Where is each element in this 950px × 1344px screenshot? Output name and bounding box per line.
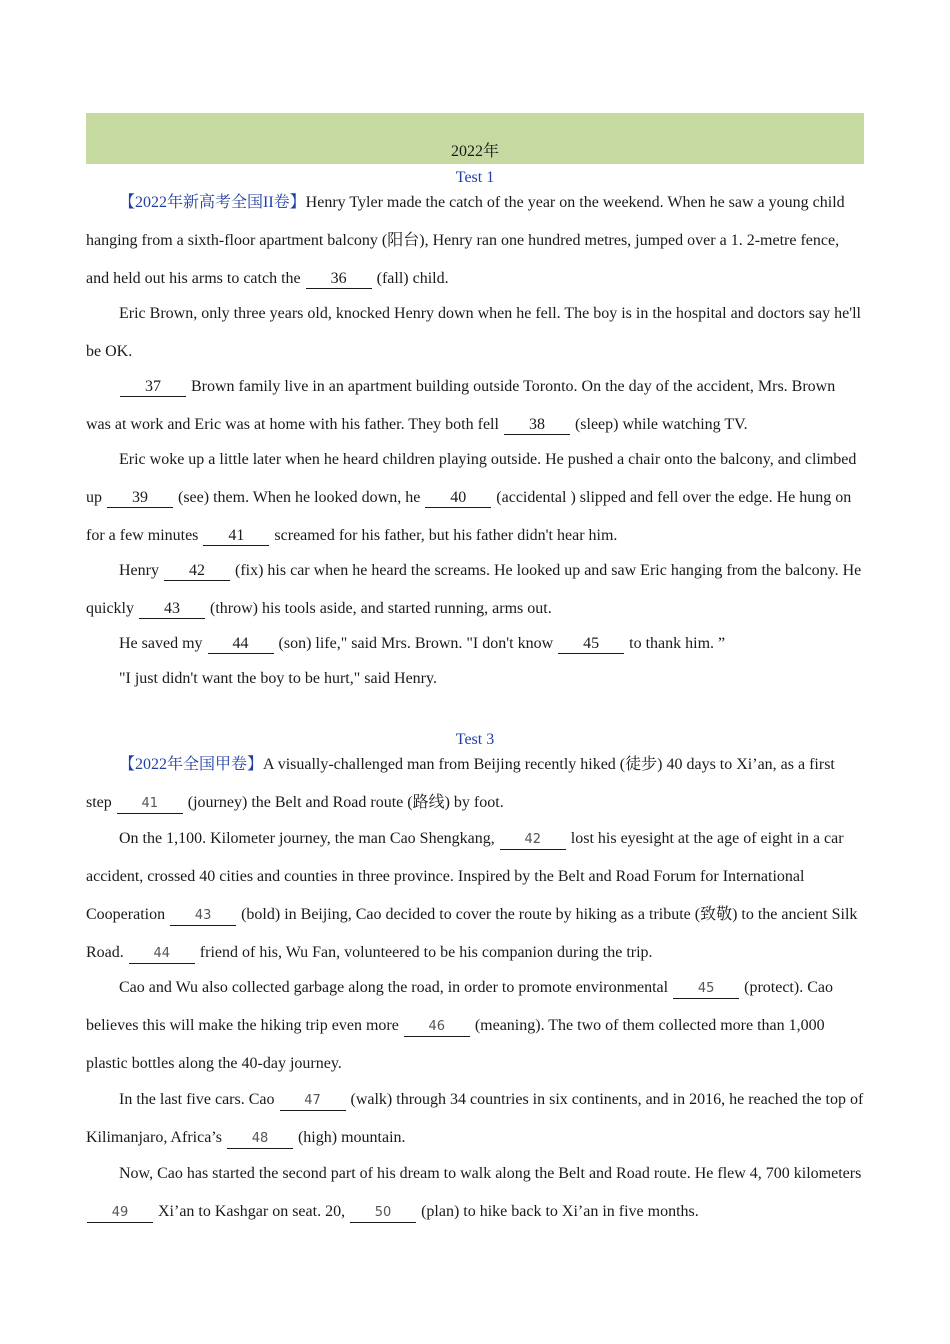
blank-43[interactable]: 43 [170,907,236,926]
blank-39[interactable]: 39 [107,489,173,508]
blank-45[interactable]: 45 [558,635,624,654]
text: friend of his, Wu Fan, volunteered to be his companion during the trip. [195,944,653,961]
test1-paragraph-4 [86,441,864,555]
text: (walk) through 34 countries in six continents, and in 2016, he reached the top of Kilimanjaro, Africa’s [86,1091,864,1146]
blank-36[interactable]: 36 [306,270,372,289]
text: (son) life," said Mrs. Brown. "I don't know [274,635,558,652]
text: (accidental ) slipped and fell over the edge. He hung on for a few minutes [86,489,852,544]
test3-source: 【2022年全国甲卷】 [119,756,264,773]
text: lost his eyesight at the age of eight in a car accident, crossed 40 cities and counties in three province. Inspired by the Belt and Road Forum for International Cooperation [86,830,844,923]
year-title: 2022年 [450,143,499,160]
text: (fall) child. [372,270,449,287]
blank-47[interactable]: 47 [280,1092,346,1111]
test1-paragraph-3 [86,368,864,444]
test3-paragraph-2 [86,820,864,972]
text: Now, Cao has started the second part of his dream to walk along the Belt and Road route. He flew 4, 700 kilometers [119,1165,862,1182]
blank-45[interactable]: 45 [673,980,739,999]
test1-paragraph-5 [86,552,864,628]
blank-42[interactable]: 42 [500,831,566,850]
test1-paragraph-6 [86,625,864,663]
blank-46[interactable]: 46 [404,1018,470,1037]
blank-41[interactable]: 41 [117,795,183,814]
test3-paragraph-1 [86,746,864,822]
text: Eric woke up a little later when he heard children playing outside. He pushed a chair onto the balcony, and climbed up [86,451,857,506]
text: (sleep) while watching TV. [570,416,748,433]
blank-43[interactable]: 43 [139,600,205,619]
text: Cao and Wu also collected garbage along the road, in order to promote environmental [119,979,673,996]
test3-paragraph-4 [86,1081,864,1157]
test1-paragraph-7: "I just didn't want the boy to be hurt," said Henry. [119,670,437,687]
blank-41[interactable]: 41 [203,527,269,546]
text: In the last five cars. Cao [119,1091,279,1108]
text: Henry Tyler made the catch of the year on the weekend. When he saw a young child hanging from a sixth-floor apartment balcony (阳台), Henry ran one hundred metres, jumped over a 1. 2-metre fence, and held out his arms to catch the [86,194,845,287]
test3-title: Test 3 [455,731,495,748]
text: (throw) his tools aside, and started running, arms out. [206,600,552,617]
text: screamed for his father, but his father didn't hear him. [270,527,618,544]
blank-44[interactable]: 44 [208,635,274,654]
text: (meaning). The two of them collected more than 1,000 plastic bottles along the 40-day journey. [86,1017,825,1072]
text: (protect). Cao believes this will make the hiking trip even more [86,979,833,1034]
text: (fix) his car when he heard the screams. He looked up and saw Eric hanging from the balcony. He quickly [86,562,862,617]
test1-title: Test 1 [455,169,495,186]
blank-44[interactable]: 44 [129,945,195,964]
text: Brown family live in an apartment building outside Toronto. On the day of the accident, Mrs. Brown was at work and Eric was at home with his father. They both fell [86,378,836,433]
text: A visually-challenged man from Beijing recently hiked (徒步) 40 days to Xi’an, as a first step [86,756,835,811]
text: to thank him. ” [625,635,726,652]
blank-37[interactable]: 37 [120,378,186,397]
text: (bold) in Beijing, Cao decided to cover the route by hiking as a tribute (致敬) to the ancient Silk Road. [86,906,858,961]
test3-paragraph-3 [86,969,864,1083]
blank-40[interactable]: 40 [425,489,491,508]
test1-paragraph-2: Eric Brown, only three years old, knocked Henry down when he fell. The boy is in the hospital and doctors say he'll be OK. [86,305,861,360]
test3-paragraph-5 [86,1155,864,1231]
test1-source: 【2022年新高考全国II卷】 [119,194,306,211]
text: He saved my [119,635,207,652]
blank-49[interactable]: 49 [87,1204,153,1223]
text: (journey) the Belt and Road route (路线) by foot. [183,794,504,811]
text: (see) them. When he looked down, he [174,489,425,506]
text: On the 1,100. Kilometer journey, the man Cao Shengkang, [119,830,499,847]
blank-38[interactable]: 38 [504,416,570,435]
blank-50[interactable]: 50 [350,1204,416,1223]
test1-paragraph-1 [86,184,864,298]
blank-42[interactable]: 42 [164,562,230,581]
text: Henry [119,562,163,579]
text: (plan) to hike back to Xi’an in five months. [417,1203,699,1220]
blank-48[interactable]: 48 [227,1130,293,1149]
text: (high) mountain. [293,1129,406,1146]
text: Xi’an to Kashgar on seat. 20, [154,1203,350,1220]
